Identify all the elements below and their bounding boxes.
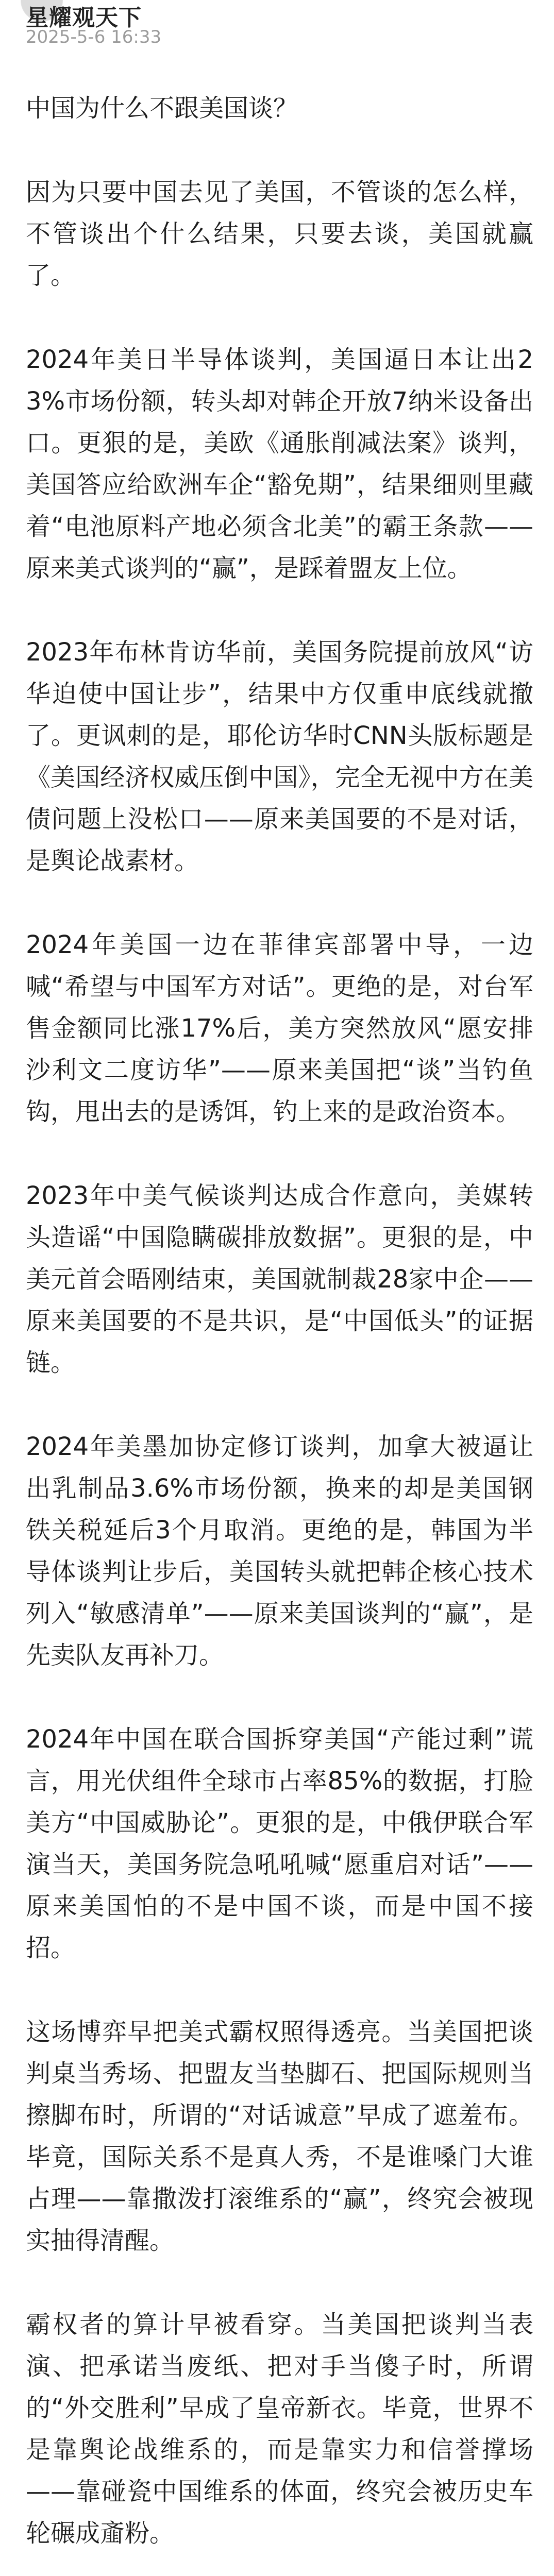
post-paragraph: 霸权者的算计早被看穿。当美国把谈判当表演、把承诺当废纸、把对手当傻子时，所谓的“外交胜利”早成了皇帝新衣。毕竟，世界不是靠舆论战维系的，而是靠实力和信誉撑场——靠碰瓷中国维系的体面，终究会被历史车轮碾成齑粉。 <box>26 2310 533 2548</box>
post-paragraph: 这场博弈早把美式霸权照得透亮。当美国把谈判桌当秀场、把盟友当垫脚石、把国际规则当擦脚布时，所谓的“对话诚意”早成了遮羞布。毕竟，国际关系不是真人秀，不是谁嗓门大谁占理——靠撒泼打滚维系的“赢”，终究会被现实抽得清醒。 <box>26 2018 533 2255</box>
post-content <box>26 88 533 2554</box>
post-header <box>0 0 554 57</box>
author-name[interactable]: 星耀观天下 <box>26 5 142 31</box>
post-paragraph: 2024年美国一边在菲律宾部署中导，一边喊“希望与中国军方对话”。更绝的是，对台军售金额同比涨17%后，美方突然放风“愿安排沙利文二度访华”——原来美国把“谈”当钓鱼钩，甩出去的是诱饵，钓上来的是政治资本。 <box>26 930 533 1126</box>
post-date: 2025-5-6 16:33 <box>26 27 162 47</box>
post-paragraph: 2023年中美气候谈判达成合作意向，美媒转头造谣“中国隐瞒碳排放数据”。更狠的是，中美元首会晤刚结束，美国就制裁28家中企——原来美国要的不是共识，是“中国低头”的证据链。 <box>26 1181 533 1377</box>
post-paragraph: 2024年美墨加协定修订谈判，加拿大被逼让出乳制品3.6%市场份额，换来的却是美国钢铁关税延后3个月取消。更绝的是，韩国为半导体谈判让步后，美国转头就把韩企核心技术列入“敏感清单”——原来美国谈判的“赢”，是先卖队友再补刀。 <box>26 1432 533 1670</box>
post-paragraph: 因为只要中国去见了美国，不管谈的怎么样，不管谈出个什么结果，只要去谈，美国就赢了。 <box>26 178 533 290</box>
post-paragraph: 2024年中国在联合国拆穿美国“产能过剩”谎言，用光伏组件全球市占率85%的数据，打脸美方“中国威胁论”。更狠的是，中俄伊联合军演当天，美国务院急吼吼喊“愿重启对话”——原来美国怕的不是中国不谈，而是中国不接招。 <box>26 1725 533 1962</box>
post-title: 中国为什么不跟美国谈？ <box>26 94 298 123</box>
post-paragraph: 2024年美日半导体谈判，美国逼日本让出23%市场份额，转头却对韩企开放7纳米设备出口。更狠的是，美欧《通胀削减法案》谈判，美国答应给欧洲车企“豁免期”，结果细则里藏着“电池原料产地必须含北美”的霸王条款——原来美式谈判的“赢”，是踩着盟友上位。 <box>26 345 533 583</box>
post-paragraph: 2023年布林肯访华前，美国务院提前放风“访华迫使中国让步”，结果中方仅重申底线就撤了。更讽刺的是，耶伦访华时CNN头版标题是《美国经济权威压倒中国》，完全无视中方在美债问题上没松口——原来美国要的不是对话，是舆论战素材。 <box>26 638 533 875</box>
